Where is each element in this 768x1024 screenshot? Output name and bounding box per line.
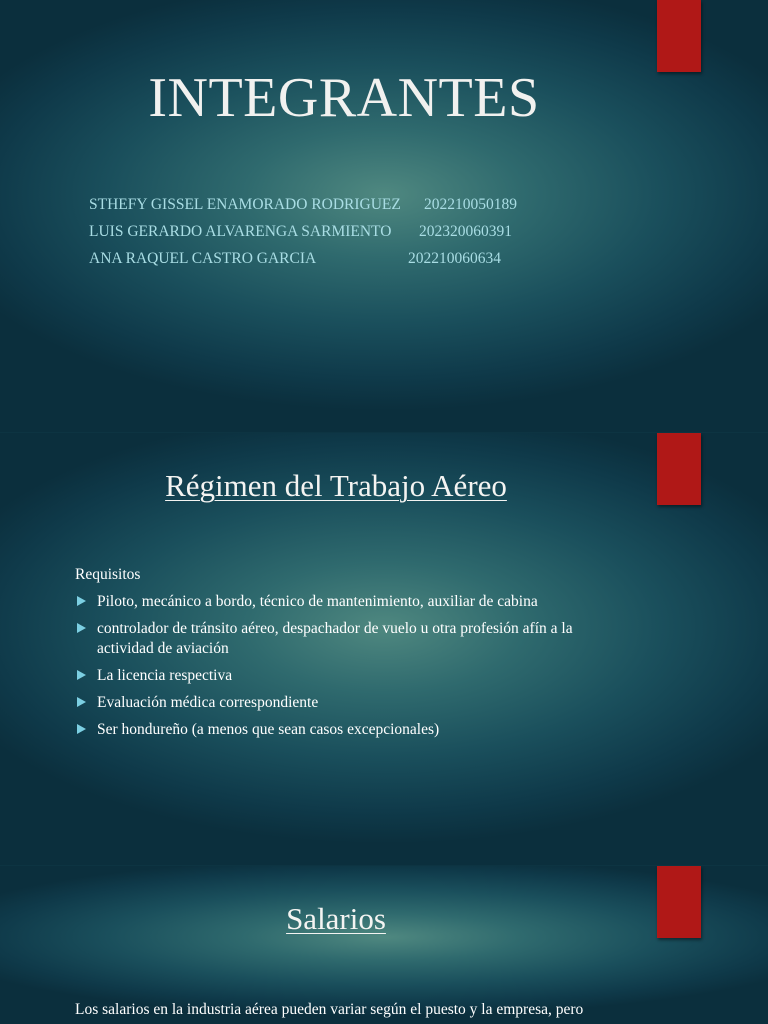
slide-regimen <box>0 433 768 865</box>
red-accent-tab <box>657 0 701 72</box>
bullet-arrow-icon <box>77 596 86 606</box>
list-item <box>75 619 607 659</box>
slide-title: Salarios <box>286 901 386 936</box>
list-item <box>75 720 607 740</box>
member-name: LUIS GERARDO ALVARENGA SARMIENTO <box>89 223 392 240</box>
member-id: 202210060634 <box>408 250 501 267</box>
list-item <box>75 666 607 686</box>
list-item-text: Piloto, mecánico a bordo, técnico de mantenimiento, auxiliar de cabina <box>97 593 538 610</box>
member-row <box>89 223 512 250</box>
member-row <box>89 196 517 223</box>
slide-salarios <box>0 866 768 1024</box>
member-id: 202320060391 <box>419 223 512 240</box>
bullet-arrow-icon <box>77 697 86 707</box>
bullet-arrow-icon <box>77 724 86 734</box>
slide-integrantes <box>0 0 768 432</box>
list-item-text: La licencia respectiva <box>97 667 233 684</box>
list-item <box>75 592 607 612</box>
members-list <box>89 196 517 277</box>
slide-paragraph: Los salarios en la industria aérea pueden variar según el puesto y la empresa, pero <box>75 1001 584 1018</box>
bullet-arrow-icon <box>77 623 86 633</box>
list-item-text: Ser hondureño (a menos que sean casos excepcionales) <box>97 721 440 738</box>
intro-text: Requisitos <box>75 566 141 583</box>
list-item-text: controlador de tránsito aéreo, despachador de vuelo u otra profesión afín a la actividad de aviación <box>97 620 573 657</box>
list-item <box>75 693 607 713</box>
member-name: STHEFY GISSEL ENAMORADO RODRIGUEZ <box>89 196 401 213</box>
member-name: ANA RAQUEL CASTRO GARCIA <box>89 250 317 267</box>
list-item-text: Evaluación médica correspondiente <box>97 694 319 711</box>
requirements-list <box>75 592 607 740</box>
slide-title: Régimen del Trabajo Aéreo <box>165 468 507 503</box>
bullet-arrow-icon <box>77 670 86 680</box>
slide-content <box>75 565 607 740</box>
member-id: 202210050189 <box>424 196 517 213</box>
slide-title: INTEGRANTES <box>148 67 540 129</box>
member-row <box>89 250 501 277</box>
